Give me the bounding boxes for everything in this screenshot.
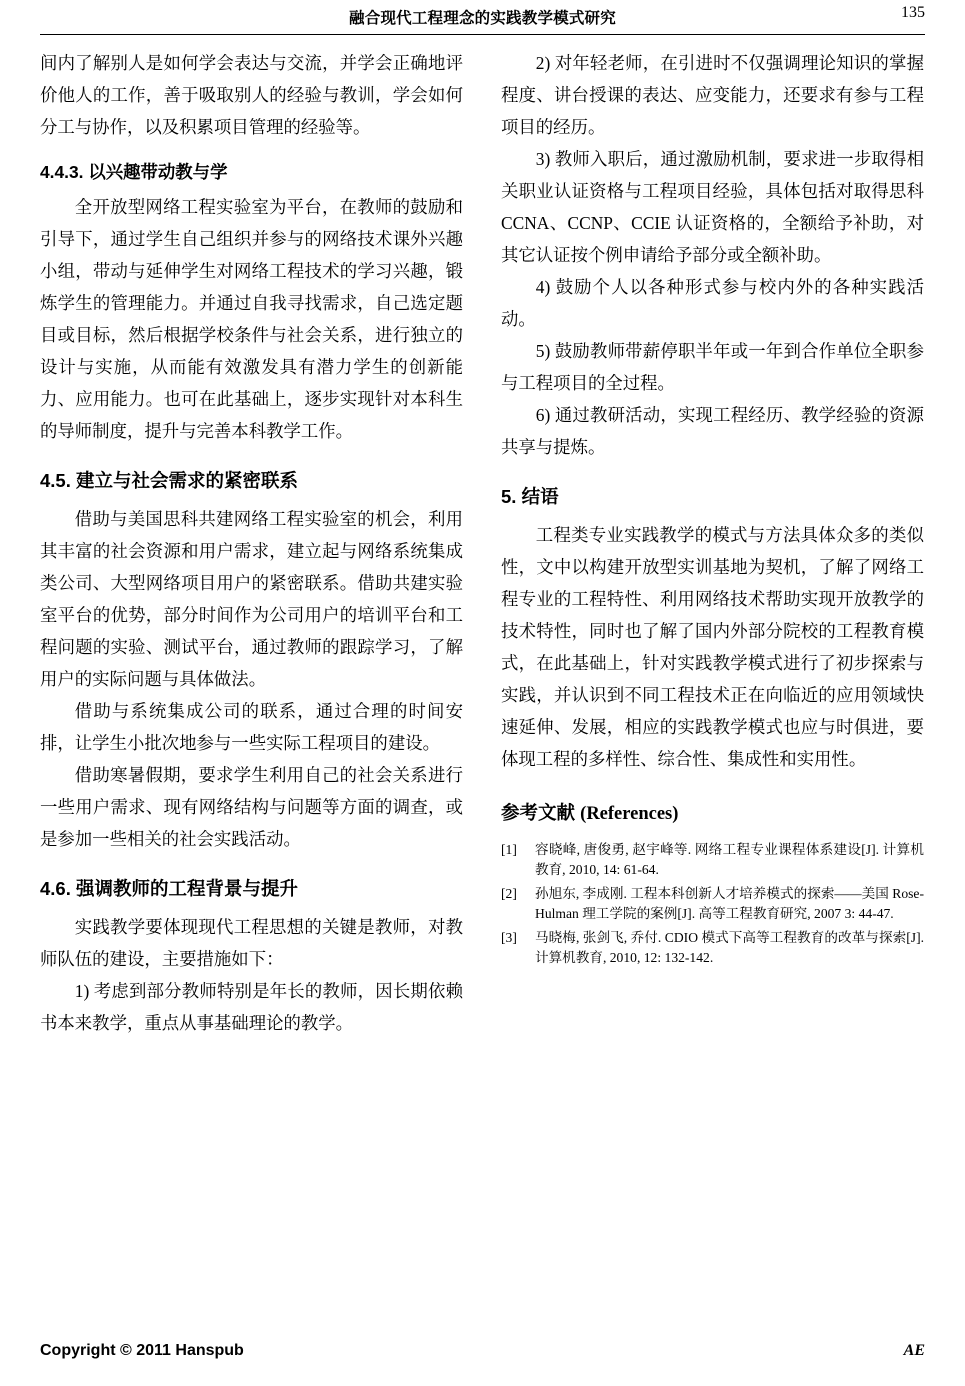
paragraph-conclusion: 工程类专业实践教学的模式与方法具体众多的类似性，文中以构建开放型实训基地为契机，了解了网络工程专业的工程特性、利用网络技术帮助实现开放教学的技术特性，同时也了解了国内外部分院校的工程教育模式，在此基础上，针对实践教学模式进行了初步探索与实践，并认识到不同工程技术正在向临近的应用领域快速延伸、发展，相应的实践教学模式也应与时俱进，要体现工程的多样性、综合性、集成性和实用性。	[501, 525, 924, 769]
heading-4-6: 4.6. 强调教师的工程背景与提升	[40, 878, 298, 899]
reference-text: 容晓峰, 唐俊勇, 赵宇峰等. 网络工程专业课程体系建设[J]. 计算机教育, 2010, 14: 61-64.	[535, 842, 924, 877]
list-item-5: 5) 鼓励教师带薪停职半年或一年到合作单位全职参与工程项目的全过程。	[501, 341, 924, 393]
journal-abbreviation: AE	[903, 1342, 925, 1359]
list-item-3: 3) 教师入职后，通过激励机制，要求进一步取得相关职业认证资格与工程项目经验，具体包括对取得思科 CCNA、CCNP、CCIE 认证资格的，全额给予补助，对其它认证按个例申请给予部分或全额补助。	[501, 149, 924, 265]
two-column-body	[40, 47, 925, 1039]
page-footer	[40, 1342, 925, 1360]
reference-text: 马晓梅, 张剑飞, 乔付. CDIO 模式下高等工程教育的改革与探索[J]. 计算机教育, 2010, 12: 132-142.	[535, 930, 924, 965]
reference-item	[501, 840, 924, 880]
reference-number: [3]	[501, 930, 517, 945]
paragraph-4-6-1: 实践教学要体现现代工程思想的关键是教师，对教师队伍的建设，主要措施如下：	[40, 917, 463, 969]
references-heading	[501, 797, 924, 830]
running-head	[40, 0, 925, 35]
paragraph-4-5-2: 借助与系统集成公司的联系，通过合理的时间安排，让学生小批次地参与一些实际工程项目的建设。	[40, 701, 463, 753]
heading-5-conclusion: 5. 结语	[501, 486, 559, 507]
reference-number: [2]	[501, 886, 517, 901]
list-item-1: 1) 考虑到部分教师特别是年长的教师，因长期依赖书本来教学，重点从事基础理论的教学。	[40, 981, 463, 1033]
reference-text: 孙旭东, 李成刚. 工程本科创新人才培养模式的探索——美国 Rose-Hulman 理工学院的案例[J]. 高等工程教育研究, 2007 3: 44-47.	[535, 886, 924, 921]
heading-4-5: 4.5. 建立与社会需求的紧密联系	[40, 470, 298, 491]
running-title: 融合现代工程理念的实践教学模式研究	[349, 10, 616, 27]
reference-number: [1]	[501, 842, 517, 857]
reference-item	[501, 884, 924, 924]
list-item-6: 6) 通过教研活动，实现工程经历、教学经验的资源共享与提炼。	[501, 405, 924, 457]
references-heading-cn: 参考文献	[501, 802, 576, 823]
left-column	[40, 47, 463, 1039]
paragraph-4-5-1: 借助与美国思科共建网络工程实验室的机会，利用其丰富的社会资源和用户需求，建立起与网络系统集成类公司、大型网络项目用户的紧密联系。借助共建实验室平台的优势，部分时间作为公司用户的培训平台和工程问题的实验、测试平台，通过教师的跟踪学习，了解用户的实际问题与具体做法。	[40, 509, 463, 689]
reference-item	[501, 928, 924, 968]
copyright-notice: Copyright © 2011 Hanspub	[40, 1342, 244, 1359]
paragraph-4-4-3: 全开放型网络工程实验室为平台，在教师的鼓励和引导下，通过学生自己组织并参与的网络技术课外兴趣小组，带动与延伸学生对网络工程技术的学习兴趣，锻炼学生的管理能力。并通过自我寻找需求，自己选定题目或目标，然后根据学校条件与社会关系，进行独立的设计与实施，从而能有效激发具有潜力学生的创新能力、应用能力。也可在此基础上，逐步实现针对本科生的导师制度，提升与完善本科教学工作。	[40, 197, 463, 441]
right-column	[501, 47, 924, 972]
paragraph-continued: 间内了解别人是如何学会表达与交流，并学会正确地评价他人的工作，善于吸取别人的经验与教训，学会如何分工与协作，以及积累项目管理的经验等。	[40, 53, 463, 137]
list-item-4: 4) 鼓励个人以各种形式参与校内外的各种实践活动。	[501, 277, 924, 329]
list-item-2: 2) 对年轻老师，在引进时不仅强调理论知识的掌握程度、讲台授课的表达、应变能力，还要求有参与工程项目的经历。	[501, 53, 924, 137]
paragraph-4-5-3: 借助寒暑假期，要求学生利用自己的社会关系进行一些用户需求、现有网络结构与问题等方面的调查，或是参加一些相关的社会实践活动。	[40, 765, 463, 849]
heading-4-4-3: 4.4.3. 以兴趣带动教与学	[40, 162, 228, 182]
references-heading-en: (References)	[580, 804, 679, 824]
page-number: 135	[901, 4, 925, 21]
